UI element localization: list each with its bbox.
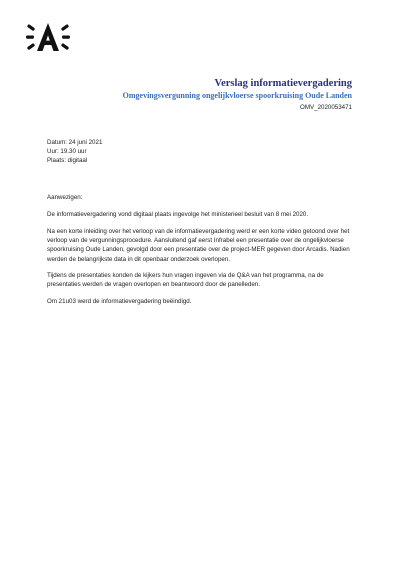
report-body	[47, 193, 355, 314]
document-title: Verslag informatievergadering	[214, 78, 352, 89]
reference-number: OMV_2020053471	[300, 104, 352, 111]
meeting-time: Uur: 19.30 uur	[47, 148, 87, 155]
paragraph-digital-meeting: De informatievergadering vond digitaal plaats ingevolge het ministerieel besluit van 8 mei 2020.	[47, 211, 309, 219]
paragraph-questions: Tijdens de presentaties konden de kijkers hun vragen ingeven via de Q&A van het programma, na de presentaties werden de vragen overlopen en beantwoord door de panelleden.	[47, 272, 324, 289]
meeting-place: Plaats: digitaal	[47, 157, 88, 164]
antwerp-a-logo-icon	[26, 22, 70, 52]
meeting-details	[47, 138, 102, 165]
paragraph-closing: Om 21u03 werd de informatievergadering beëindigd.	[47, 298, 192, 306]
paragraph-presentations: Na een korte inleiding over het verloop van de informatievergadering werd er een korte video getoond over het verloop van de vergunningsprocedure. Aansluitend gaf eerst Infrabel een presentatie over de ongelijkvloerse spoorkruising Oude Landen, gevolgd door een presentatie over de project-MER gegeven door Arcadis. Nadien werden de belangrijkste data in dit openbaar onderzoek overlopen.	[47, 227, 350, 263]
present-label: Aanwezigen:	[47, 194, 83, 201]
meeting-date: Datum: 24 juni 2021	[47, 139, 103, 146]
document-subtitle: Omgevingsvergunning ongelijkvloerse spoorkruising Oude Landen	[122, 91, 352, 100]
